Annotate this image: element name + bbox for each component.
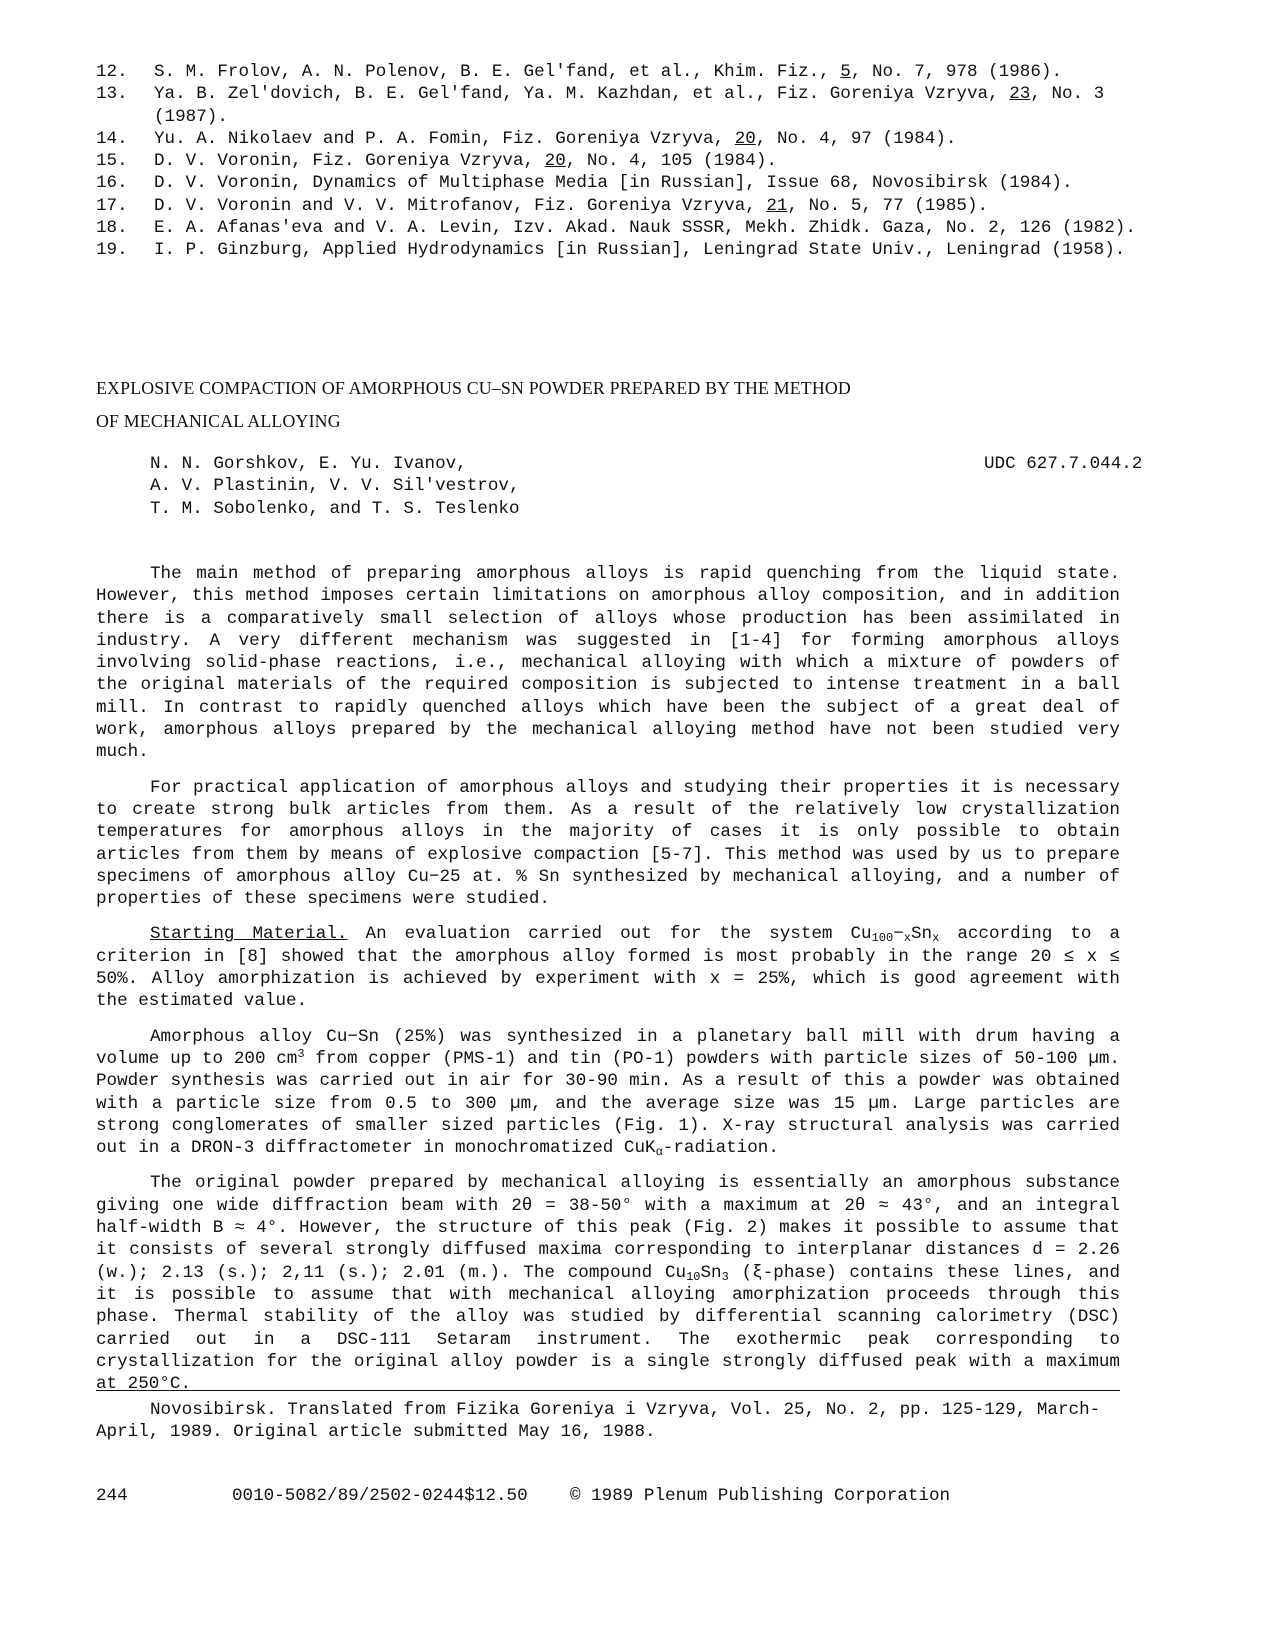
article-code: 0010-5082/89/2502-0244$12.50 <box>232 1486 528 1506</box>
author-line: T. M. Sobolenko, and T. S. Teslenko <box>150 498 520 519</box>
reference-number: 18. <box>96 218 128 239</box>
reference-list <box>96 61 1156 262</box>
section-heading: Starting Material. <box>150 924 348 945</box>
reference-text: S. M. Frolov, A. N. Polenov, B. E. Gel'fand, et al., Khim. Fiz., 5, No. 7, 978 (1986). <box>154 62 1063 82</box>
reference-item <box>96 128 1156 150</box>
reference-number: 15. <box>96 151 128 172</box>
reference-text: D. V. Voronin, Dynamics of Multiphase Media [in Russian], Issue 68, Novosibirsk (1984). <box>154 173 1073 194</box>
page-number: 244 <box>96 1486 128 1506</box>
reference-item <box>96 195 1156 217</box>
article-title <box>96 372 1096 438</box>
text-run: Sn <box>910 924 933 945</box>
body-paragraph <box>96 1026 1120 1160</box>
body-paragraph: The main method of preparing amorphous alloys is rapid quenching from the liquid state. However, this method imposes certain limitations on amorphous alloy composition, and in addition there is a comparatively small selection of alloys whose production has been assimilated in industry. A very different mechanism was suggested in [1-4] for forming amorphous alloys involving solid-phase reactions, i.e., mechanical alloying with which a mixture of powders of the original materials of the required composition is subjected to intense treatment in a ball mill. In contrast to rapidly quenched alloys which have been the subject of a great deal of work, amorphous alloys prepared by the mechanical alloying method have not been studied very much. <box>96 564 1120 763</box>
subscript: x <box>903 931 911 946</box>
subscript: α <box>655 1145 663 1160</box>
text-run: (ξ-phase) contains these lines, and it is possible to assume that with mechanical alloying amorphization proceeds through this phase. Thermal stability of the alloy was studied by differential scanning calorimetry (DSC) carried out in a DSC-111 Setaram instrument. The exothermic peak corresponding to crystallization for the original alloy powder is a single strongly diffused peak with a maximum at 250°C. <box>96 1262 1120 1395</box>
reference-item <box>96 150 1156 172</box>
reference-text: Yu. A. Nikolaev and P. A. Fomin, Fiz. Goreniya Vzryva, 20, No. 4, 97 (1984). <box>154 128 957 149</box>
body-paragraph: For practical application of amorphous alloys and studying their properties it is necessary to create strong bulk articles from them. As a result of the relatively low crystallization temperatures for amorphous alloys in the majority of cases it is only possible to obtain articles from them by means of explosive compaction [5-7]. This method was used by us to prepare specimens of amorphous alloy Cu−25 at. % Sn synthesized by mechanical alloying, and a number of properties of these specimens were studied. <box>96 777 1120 910</box>
reference-text: E. A. Afanas'eva and V. A. Levin, Izv. Akad. Nauk SSSR, Mekh. Zhidk. Gaza, No. 2, 126 (1982). <box>154 218 1136 239</box>
text-run: Sn <box>700 1262 722 1283</box>
reference-text: Ya. B. Zel'dovich, B. E. Gel'fand, Ya. M. Kazhdan, et al., Fiz. Goreniya Vzryva, 23, No. 3 (1987). <box>154 84 1105 127</box>
udc-code: UDC 627.7.044.2 <box>984 454 1143 474</box>
subscript: x <box>932 931 940 946</box>
text-run: Amorphous alloy Cu−Sn (25%) was synthesized in a planetary ball mill with drum having a volume up to 200 cm <box>96 1026 1120 1069</box>
text-run: The original powder prepared by mechanical alloying is essentially an amorphous substance giving one wide diffraction beam with 2θ = 38-50° with a maximum at 2θ ≈ 43°, and an integral half-width B ≈ 4°. However, the structure of this peak (Fig. 2) makes it possible to assume that it consists of several strongly diffused maxima corresponding to interplanar distances d = 2.26 (w.); 2.13 (s.); 2,11 (s.); 2.01 (m.). The compound Cu <box>96 1173 1120 1283</box>
reference-number: 16. <box>96 173 128 194</box>
reference-item <box>96 61 1156 83</box>
footnote-divider <box>96 1390 1120 1391</box>
text-run: An evaluation carried out for the system Cu <box>365 924 872 945</box>
body-paragraph <box>96 1172 1120 1395</box>
subscript: 3 <box>721 1269 729 1284</box>
text-run: -radiation. <box>662 1138 779 1159</box>
author-list <box>150 453 750 520</box>
reference-text: I. P. Ginzburg, Applied Hydrodynamics [in Russian], Leningrad State Univ., Leningrad (1958). <box>154 240 1126 261</box>
reference-text: D. V. Voronin and V. V. Mitrofanov, Fiz. Goreniya Vzryva, 21, No. 5, 77 (1985). <box>154 195 989 216</box>
article-body <box>96 563 1120 1408</box>
article-title-line: OF MECHANICAL ALLOYING <box>96 411 341 431</box>
reference-item <box>96 239 1156 261</box>
author-line: A. V. Plastinin, V. V. Sil'vestrov, <box>150 476 520 497</box>
reference-item <box>96 172 1156 194</box>
reference-text: D. V. Voronin, Fiz. Goreniya Vzryva, 20, No. 4, 105 (1984). <box>154 151 777 172</box>
reference-number: 19. <box>96 240 128 261</box>
reference-number: 14. <box>96 128 128 149</box>
copyright-notice: © 1989 Plenum Publishing Corporation <box>570 1486 951 1506</box>
body-paragraph <box>96 923 1120 1012</box>
reference-number: 13. <box>96 84 128 105</box>
superscript: 3 <box>297 1046 305 1061</box>
reference-item <box>96 83 1156 128</box>
subscript: 10 <box>686 1269 701 1284</box>
subscript: 100 <box>871 931 894 946</box>
text-run: according to a criterion in [8] showed that the amorphous alloy formed is most probably in the range 20 ≤ x ≤ 50%. Alloy amorphization is achieved by experiment with x = 25%, which is good agreement with the estimated value. <box>96 924 1121 1012</box>
reference-number: 17. <box>96 195 128 216</box>
article-title-line: EXPLOSIVE COMPACTION OF AMORPHOUS CU–SN POWDER PREPARED BY THE METHOD <box>96 378 851 398</box>
reference-number: 12. <box>96 62 128 82</box>
text-run: from copper (PMS-1) and tin (PO-1) powders with particle sizes of 50-100 µm. Powder synthesis was carried out in air for 30-90 min. As a result of this a powder was obtained with a particle size from 0.5 to 300 µm, and the average size was 15 µm. Large particles are strong conglomerates of smaller sized particles (Fig. 1). X-ray structural analysis was carried out in a DRON-3 diffractometer in monochromatized CuK <box>96 1048 1120 1159</box>
footnote <box>96 1399 1120 1444</box>
text-run: − <box>893 924 904 945</box>
reference-item <box>96 217 1156 239</box>
author-line: N. N. Gorshkov, E. Yu. Ivanov, <box>150 454 467 474</box>
footnote-text: Novosibirsk. Translated from Fizika Goreniya i Vzryva, Vol. 25, No. 2, pp. 125-129, March-April, 1989. Original article submitted May 16, 1988. <box>96 1400 1101 1443</box>
